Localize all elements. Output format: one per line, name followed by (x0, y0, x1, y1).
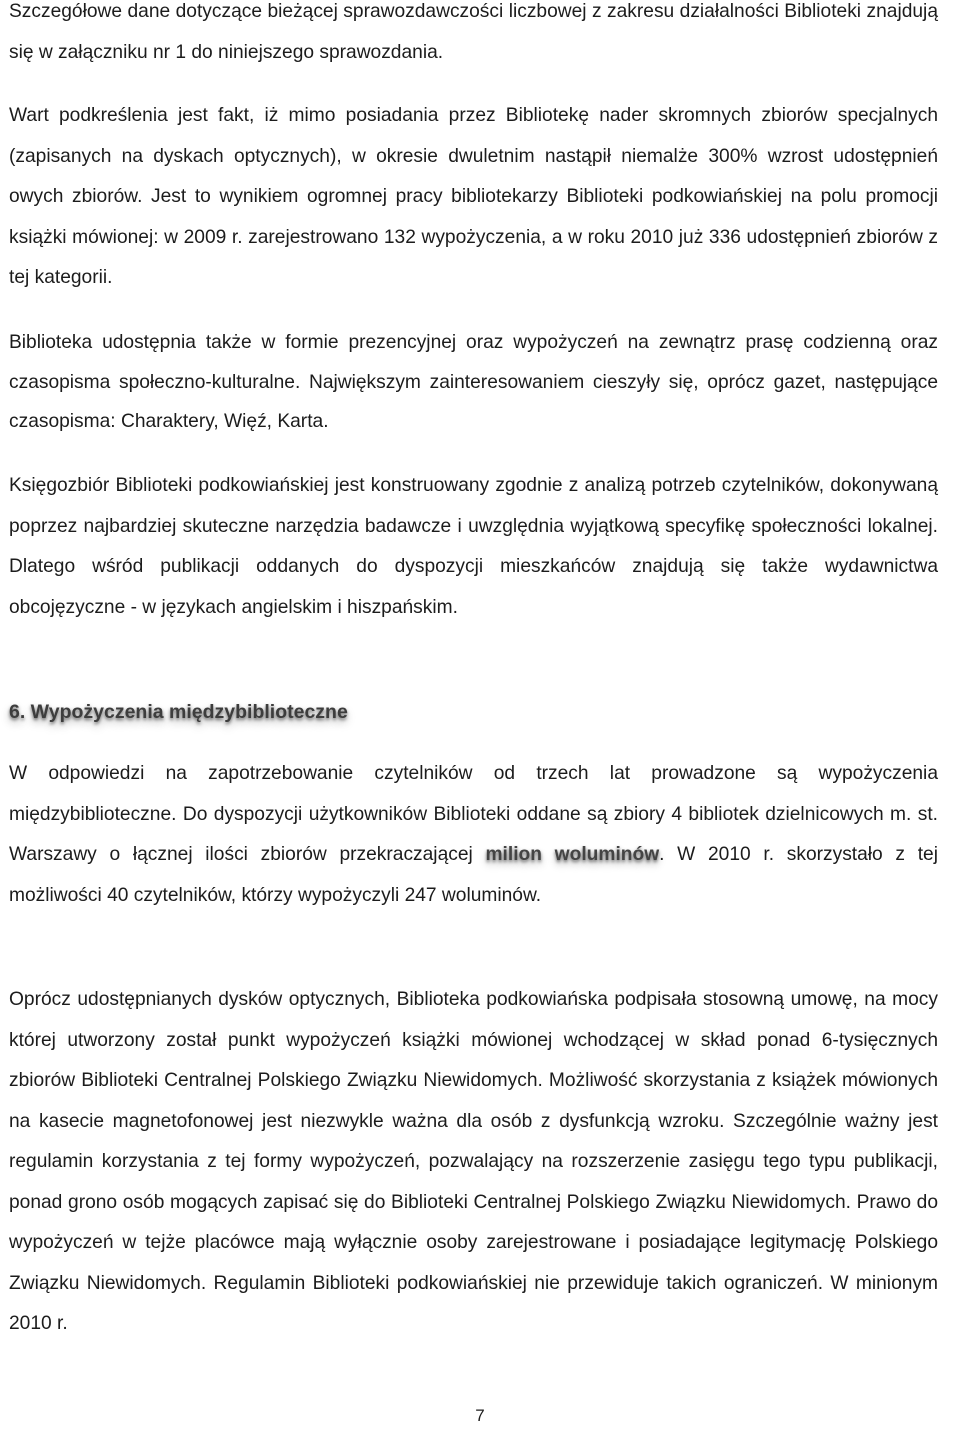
page-number: 7 (475, 1406, 485, 1425)
paragraph-press-periodicals: Biblioteka udostępnia także w formie prezencyjnej oraz wypożyczeń na zewnątrz prasę codzienną oraz czasopisma społeczno-kulturalne. Największym zainteresowaniem cieszyły się, oprócz gazet, następujące czasopisma: Charaktery, Więź, Karta. (9, 332, 938, 432)
paragraph-interlibrary-loans (9, 754, 938, 916)
section-heading: 6. Wypożyczenia międzybiblioteczne (9, 701, 348, 723)
paragraph-interlibrary-loans-text-start: W odpowiedzi na zapotrzebowanie czytelników od trzech lat prowadzone są wypożyczenia międzybiblioteczne. Do dyspozycji użytkowników Biblioteki oddane są zbiory 4 bibliotek dzielnicowych m. st. Warszawy o łącznej ilości zbiorów przekraczającej (9, 763, 938, 865)
paragraph-audiobook-service: Oprócz udostępnianych dysków optycznych, Biblioteka podkowiańska podpisała stosowną umowę, na mocy której utworzony został punkt wypożyczeń książki mówionej wchodzącej w skład ponad 6-tysięcznych zbiorów Biblioteki Centralnej Polskiego Związku Niewidomych. Możliwość skorzystania z książek mówionych na kasecie magnetofonowej jest niezwykle ważna dla osób z dysfunkcją wzroku. Szczególnie ważny jest regulamin korzystania z tej formy wypożyczeń, pozwalający na rozszerzenie zasięgu tego typu publikacji, ponad grono osób mogących zapisać się do Biblioteki Centralnej Polskiego Związku Niewidomych. Prawo do wypożyczeń w tejże placówce mają wyłącznie osoby zarejestrowane i posiadające legitymację Polskiego Związku Niewidomych. Regulamin Biblioteki podkowiańskiej nie przewiduje takich ograniczeń. W minionym 2010 r. (9, 989, 938, 1334)
paragraph-book-collection: Księgozbiór Biblioteki podkowiańskiej jest konstruowany zgodnie z analizą potrzeb czytelników, dokonywaną poprzez najbardziej skuteczne narzędzia badawcze i uwzględnia wyjątkową specyfikę społeczności lokalnej. Dlatego wśród publikacji oddanych do dyspozycji mieszkańców znajdują się także wydawnictwa obcojęzyczne - w językach angielskim i hiszpańskim. (9, 475, 938, 618)
paragraph-special-collections: Wart podkreślenia jest fakt, iż mimo posiadania przez Bibliotekę nader skromnych zbiorów specjalnych (zapisanych na dyskach optycznych), w okresie dwuletnim nastąpił niemalże 300% wzrost udostępnień owych zbiorów. Jest to wynikiem ogromnej pracy bibliotekarzy Biblioteki podkowiańskiej na polu promocji książki mówionej: w 2009 r. zarejestrowano 132 wypożyczenia, a w roku 2010 już 336 udostępnień zbiorów z tej kategorii. (9, 105, 938, 288)
highlighted-million-volumes: milion woluminów (485, 844, 660, 865)
paragraph-interlibrary-loans-text-end: . W 2010 r. skorzystało z tej możliwości 40 czytelników, którzy wypożyczyli 247 woluminów. (9, 844, 938, 906)
paragraph-statistics-reference: Szczegółowe dane dotyczące bieżącej sprawozdawczości liczbowej z zakresu działalności Biblioteki znajdują się w załączniku nr 1 do niniejszego sprawozdania. (9, 1, 938, 63)
